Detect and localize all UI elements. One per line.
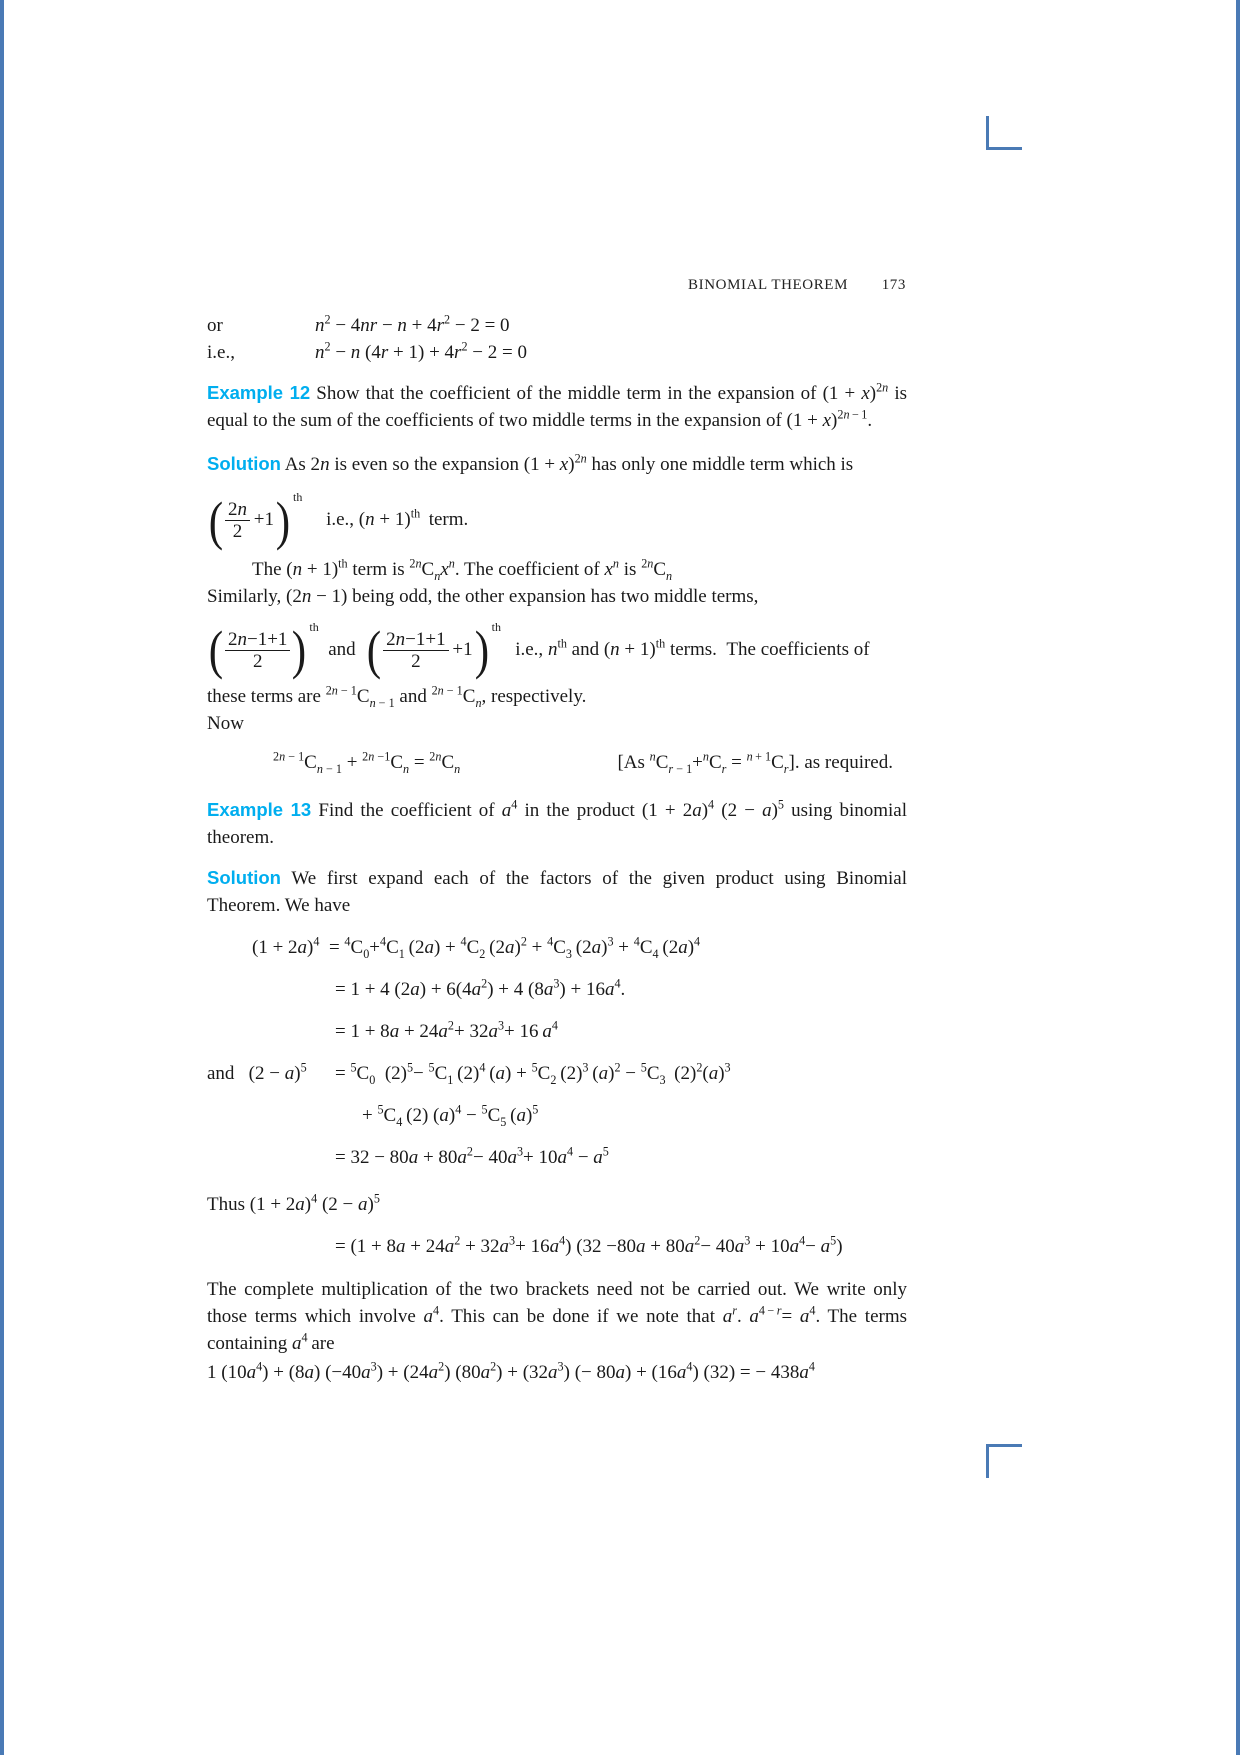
corner-mark-bottom-right <box>986 1444 1022 1478</box>
display-equation-two-middle-terms: ( $\frac{2n-1+1}{2}$ ) $^{th}$ and ( $\frac{2n-1+1}{2}$ +1 ) $^{th}$ i.e., $n^{th}$ and $(n + 1)^{th}$ terms. The coefficients of <box>208 619 870 681</box>
example-13-label: Example 13 <box>207 799 312 821</box>
paragraph-n-plus-1-term: The $(n + 1)^{th}$ term is $^{2n}C_nx^n$. The coefficient of $x^n$ is $^{2n}C_n$ <box>252 556 673 583</box>
math-line-expansion-1: $(1 + 2a)^4$ = $^4C_0+^4C_1$ $(2a) + ^4C_2$ $(2a)^2 + ^4C_3$ $(2a)^3 + ^4C_4$ $(2a)^4$ <box>252 934 701 962</box>
identity-left: $^{2n - 1}C_{n - 1} + ^{2n -1}C_n = ^{2n}C_n$ <box>273 749 461 777</box>
page-edge-left <box>0 0 4 1755</box>
equation-connector: i.e., <box>207 342 235 363</box>
final-result-line: 1 $(10a^4) + (8a) (-40a^3) + (24a^2) (80a^2) + (32a^3)$ (− $80a) + (16a^4) (32)$ = − $438a^4$ <box>207 1359 815 1384</box>
example-13-paragraph <box>207 796 907 851</box>
math-line-expansion-2: = 1 + 4 $(2a) + 6(4a^2) + 4$ $(8a^3) + 16a^4$. <box>335 976 626 1001</box>
equation-row-or <box>207 312 907 339</box>
example-12-text: Show that the coefficient of the middle term in the expansion of $(1 + x)^{2n}$ is equal to the sum of the coefficients of two middle terms in the expansion of $(1 + x)^{2n - 1}$. <box>207 380 907 431</box>
closing-paragraph: The complete multiplication of the two brackets need not be carried out. We write only those terms which involve $a^4$. This can be done if we note that $a^r$. $a^{4 - r}= a^4$. The terms containing $a^4$ are <box>207 1279 907 1355</box>
math-line-expansion-5: + $^5C_4$ (2) $(a)^4 - ^5C_5$ $(a)^5$ <box>362 1102 539 1130</box>
solution-12-text: As 2n is even so the expansion $(1 + x)^{2n}$ has only one middle term which is <box>284 451 854 475</box>
solution-13-text: We first expand each of the factors of the given product using Binomial Theorem. We have <box>207 868 907 917</box>
solution-13-label: Solution <box>207 867 281 889</box>
math-line-expansion-4 <box>207 1060 907 1087</box>
equation-row-ie <box>207 339 907 366</box>
paragraph-these-terms: these terms are $^{2n - 1}C_{n - 1}$ and $^{2n - 1}C_n$, respectively. <box>207 683 587 711</box>
page-edge-right <box>1236 0 1240 1755</box>
math-line-label: and $(2 - a)^5$ <box>207 1060 307 1085</box>
equation-connector: or <box>207 315 223 336</box>
paragraph-now: Now <box>207 713 244 735</box>
equation: $n^2 - 4nr - n + 4r^2 - 2 = 0$ <box>315 312 510 336</box>
equation: $n^2 - n$ $(4r + 1) + 4r^2 - 2 = 0$ <box>315 339 527 363</box>
paragraph-similarly: Similarly, (2n − 1) being odd, the other expansion has two middle terms, <box>207 585 759 607</box>
page-content <box>207 312 907 1386</box>
identity-right: [As $^nC_{r - 1}+^nC_r = ^{n + 1}C_r$]. as required. <box>617 749 893 777</box>
solution-12-paragraph <box>207 450 907 478</box>
display-equation-identity <box>207 749 907 776</box>
example-12-paragraph <box>207 379 907 434</box>
thus-product-line: = $(1 + 8a + 24a^2 + 32a^3+ 16a^4)$ $(32 -80a + 80a^2- 40a^3 + 10a^4- a^5)$ <box>335 1233 843 1258</box>
thus-line: Thus $(1 + 2a)^4$ $(2 - a)^5$ <box>207 1191 380 1216</box>
math-line-expansion-6: = $32 - 80a + 80a^2- 40a^3+ 10a^4 - a^5$ <box>335 1144 609 1169</box>
corner-mark-top-right <box>986 116 1022 150</box>
example-12-label: Example 12 <box>207 382 311 403</box>
math-line-equation: = $^5C_0$ $(2)^5- ^5C_1$ $(2)^4$ $(a) + ^5C_2$ $(2)^3$ $(a)^2 - ^5C_3$ $(2)^2(a)^3$ <box>335 1060 731 1088</box>
solution-12-label: Solution <box>207 453 281 474</box>
chapter-title: BINOMIAL THEOREM <box>688 277 849 293</box>
running-header <box>688 277 906 294</box>
example-13-text: Find the coefficient of $a^4$ in the product $(1 + 2a)^4$ $(2 - a)^5$ using binomial theorem. <box>207 797 908 849</box>
math-line-expansion-3: = $1 + 8a + 24a^2+ 32a^3+ 16$ $a^4$ <box>335 1018 558 1043</box>
solution-13-paragraph <box>207 864 907 919</box>
display-equation-middle-term: ( $\frac{2n}{2}$ +1 ) $^{th}$ i.e., $(n + 1)^{th}$ term. <box>208 490 469 551</box>
page-number: 173 <box>881 277 906 293</box>
